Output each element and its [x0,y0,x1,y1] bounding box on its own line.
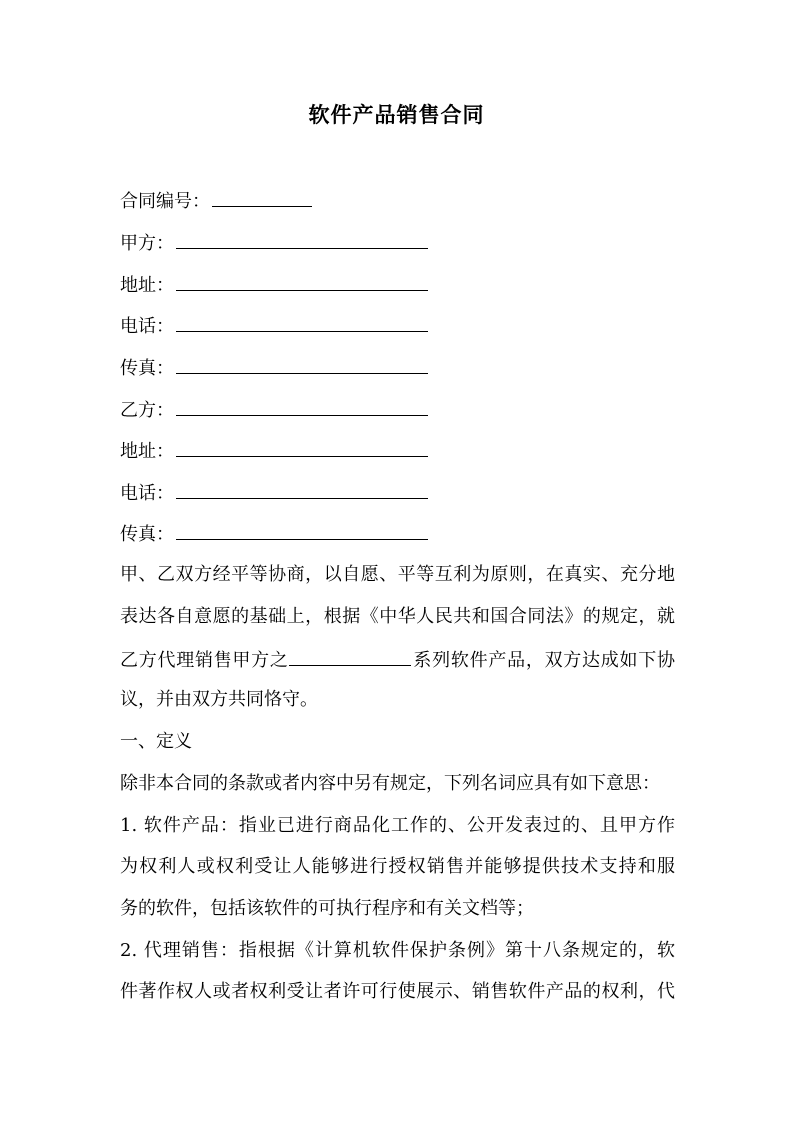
fill-blank[interactable] [289,645,411,666]
field-party-a-phone [120,311,428,341]
definition-item-line: 件著作权人或者权利受让者许可行使展示、销售软件产品的权利，代 [120,981,675,1002]
fill-blank[interactable] [176,519,428,540]
fill-blank[interactable] [176,436,428,457]
definition-item-line: 2. 代理销售：指根据《计算机软件保护条例》第十八条规定的，软 [120,940,675,961]
field-label: 传真： [120,358,174,379]
fill-blank[interactable] [176,228,428,249]
definition-item-line: 务的软件，包括该软件的可执行程序和有关文档等； [120,898,534,919]
intro-line: 甲、乙双方经平等协商，以自愿、平等互利为原则，在真实、充分地 [120,564,675,585]
fill-blank[interactable] [176,311,428,332]
definition-item-line: 为权利人或权利受让人能够进行授权销售并能够提供技术支持和服 [120,856,675,877]
field-party-b-fax [120,519,428,549]
fill-blank[interactable] [212,186,312,207]
section-heading: 一、定义 [120,731,192,752]
fill-blank[interactable] [176,270,428,291]
field-label: 甲方： [120,233,174,254]
intro-text: 乙方代理销售甲方之 [120,650,289,671]
field-party-b-phone [120,478,428,508]
document-title: 软件产品销售合同 [308,102,485,127]
field-label: 地址： [120,275,174,296]
intro-line-with-blank [120,645,675,675]
field-label: 传真： [120,524,174,545]
field-label: 电话： [120,316,174,337]
field-contract-number [120,186,312,216]
fill-blank[interactable] [176,478,428,499]
field-party-a [120,228,428,258]
field-party-a-fax [120,353,428,383]
field-party-b-address [120,436,428,466]
field-label: 合同编号： [120,191,210,212]
intro-line: 表达各自意愿的基础上，根据《中华人民共和国合同法》的规定，就 [120,606,675,627]
definition-item-line: 1. 软件产品：指业已进行商品化工作的、公开发表过的、且甲方作 [120,815,675,836]
field-label: 地址： [120,441,174,462]
fill-blank[interactable] [176,395,428,416]
intro-text: 系列软件产品，双方达成如下协 [412,650,676,671]
field-party-b [120,395,428,425]
field-label: 电话： [120,483,174,504]
section-lead: 除非本合同的条款或者内容中另有规定，下列名词应具有如下意思： [120,773,660,794]
intro-line: 议，并由双方共同恪守。 [120,689,318,710]
field-party-a-address [120,270,428,300]
fill-blank[interactable] [176,353,428,374]
field-label: 乙方： [120,400,174,421]
